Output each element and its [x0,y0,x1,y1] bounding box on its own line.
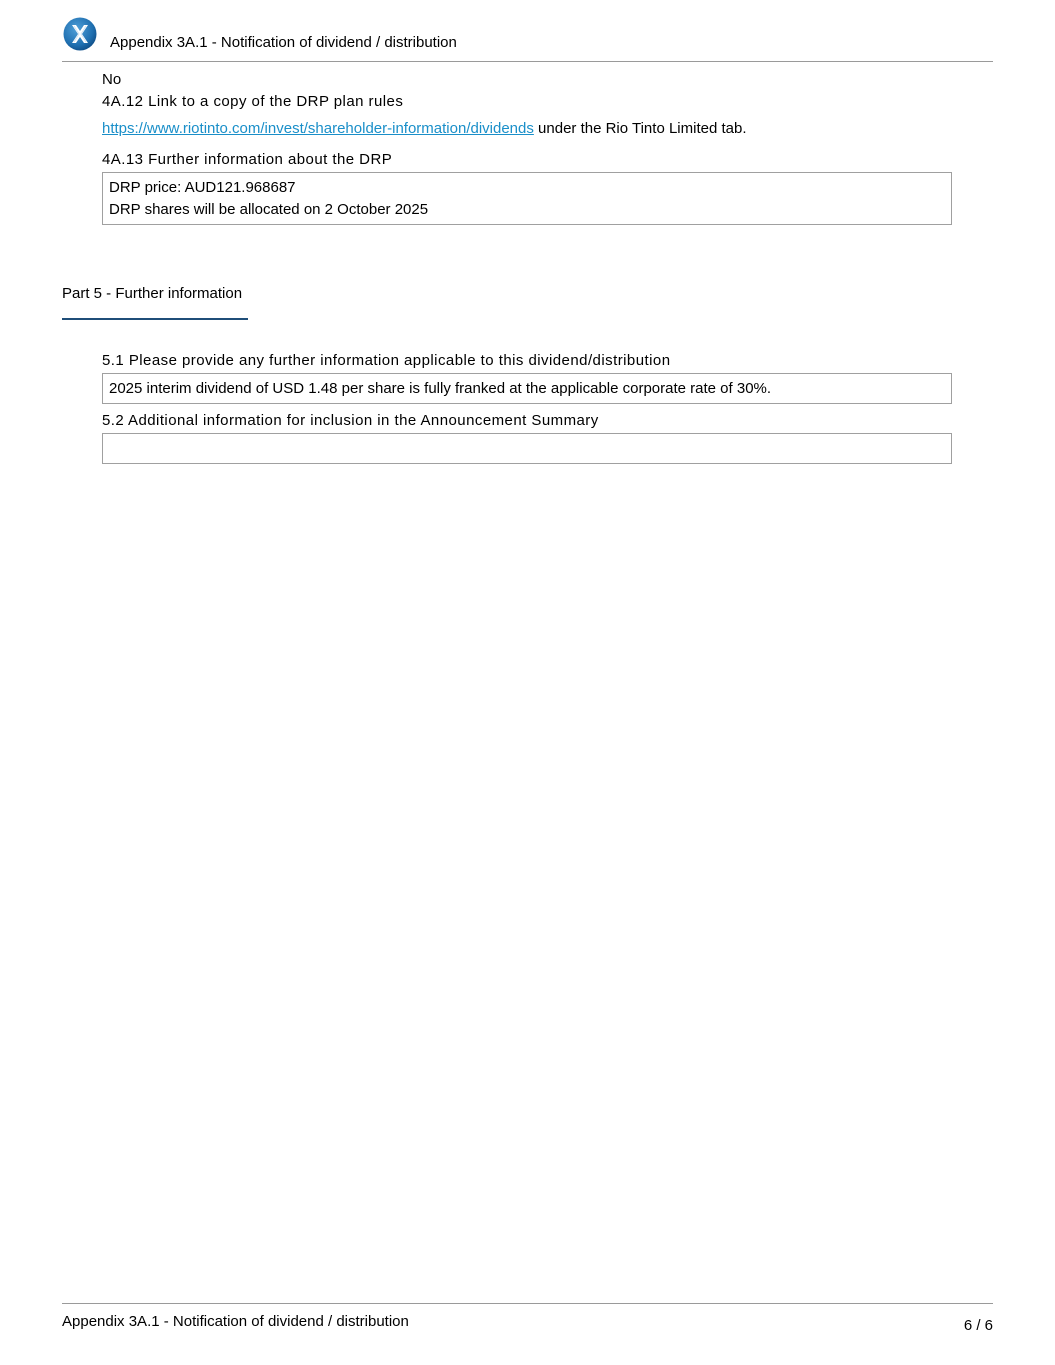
drp-allocation-line: DRP shares will be allocated on 2 October 2025 [109,201,429,218]
part5-title: Part 5 - Further information [62,285,243,302]
header-divider [62,61,993,62]
drp-rules-link-suffix: under the Rio Tinto Limited tab. [533,120,747,137]
asx-logo-icon [63,17,97,51]
question-4a13-label: 4A.13 Further information about the DRP [102,151,393,168]
answer-52-box [102,433,952,464]
drp-price-line: DRP price: AUD121.968687 [109,179,296,196]
question-4a12-label: 4A.12 Link to a copy of the DRP plan rules [102,93,404,110]
footer-title: Appendix 3A.1 - Notification of dividend / distribution [62,1313,409,1330]
part5-title-underline [62,318,248,320]
footer-divider [62,1303,993,1304]
question-51-label: 5.1 Please provide any further information applicable to this dividend/distribution [102,352,671,369]
drp-rules-link[interactable]: https://www.riotinto.com/invest/shareholder-information/dividends [102,120,534,137]
answer-4a13-box [102,172,952,225]
header-title: Appendix 3A.1 - Notification of dividend / distribution [110,34,457,51]
page-number: 6 / 6 [963,1317,993,1334]
answer-4a12 [102,120,747,138]
answer-51-box [102,373,952,404]
question-52-label: 5.2 Additional information for inclusion in the Announcement Summary [102,412,599,429]
prior-answer: No [102,71,122,88]
answer-51-text: 2025 interim dividend of USD 1.48 per share is fully franked at the applicable corporate rate of 30%. [109,380,772,397]
